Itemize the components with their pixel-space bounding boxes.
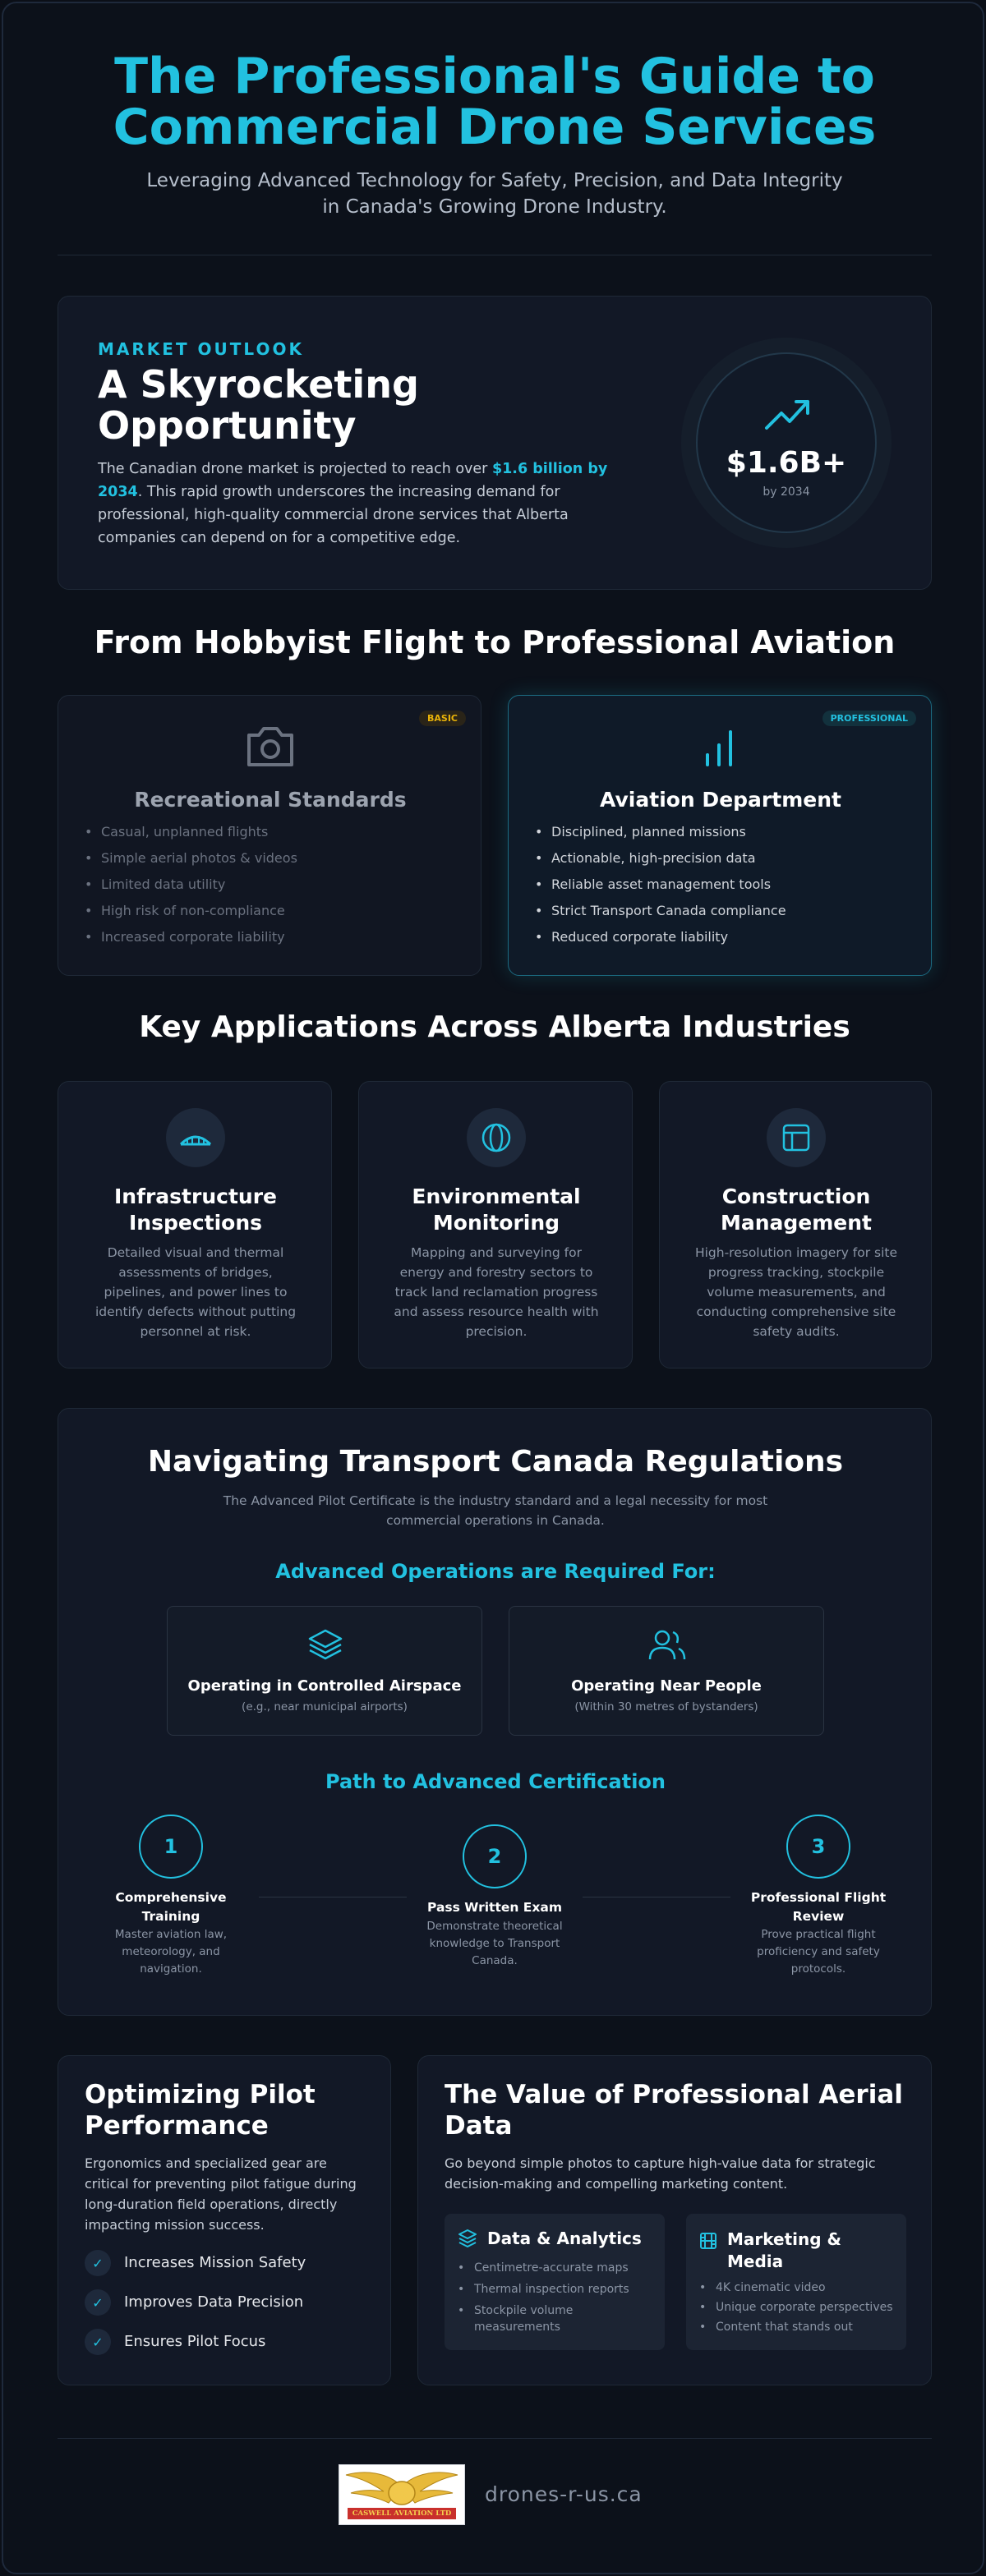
application-title-line: Management: [720, 1211, 873, 1235]
trending-up-icon: [763, 395, 813, 435]
market-stat-circle: [696, 352, 877, 533]
step-title-line: Training: [141, 1909, 200, 1924]
professional-item: • Strict Transport Canada compliance: [530, 903, 786, 919]
step-connector: [583, 1897, 730, 1898]
application-icon-badge: [166, 1108, 225, 1167]
step-description-line: Demonstrate theoretical: [426, 1920, 563, 1933]
step-title: Pass Written Exam: [427, 1900, 562, 1915]
market-body-end: . This rapid growth underscores the increasing demand for professional, high-quality commercial drone services that Alberta companies can depend on for a competitive edge.: [98, 484, 569, 546]
step-connector: [259, 1897, 407, 1898]
marketing-media-item: • Unique corporate perspectives: [694, 2299, 900, 2316]
application-card-construction: [659, 1081, 932, 1368]
layout-icon: [781, 1123, 811, 1152]
application-title-line: Environmental: [412, 1184, 581, 1208]
basic-item: • Limited data utility: [80, 876, 297, 893]
comparison-heading: From Hobbyist Flight to Professional Aviation: [94, 624, 896, 660]
market-heading-line-2: Opportunity: [98, 403, 357, 448]
path-heading: Path to Advanced Certification: [325, 1770, 666, 1793]
marketing-media-item: • Content that stands out: [694, 2319, 900, 2335]
professional-card: [508, 695, 932, 976]
step-description-line: navigation.: [140, 1962, 202, 1976]
step-description-line: meteorology, and: [122, 1945, 220, 1958]
layers-icon: [307, 1628, 343, 1661]
basic-list: [80, 824, 297, 955]
data-analytics-list: [453, 2260, 658, 2340]
layers-icon: [458, 2229, 477, 2248]
market-body-start: The Canadian drone market is projected to reach over: [98, 461, 492, 477]
data-analytics-title: Data & Analytics: [487, 2229, 642, 2248]
subtitle-line-2: in Canada's Growing Drone Industry.: [322, 196, 667, 218]
bar-chart-icon: [701, 727, 740, 770]
market-heading: [98, 364, 419, 446]
step-description-line: protocols.: [790, 1962, 846, 1976]
page-frame: [2, 2, 984, 2574]
application-description: Detailed visual and thermal assessments of bridges, pipelines, and power lines to identify defects without putting personnel at risk.: [94, 1245, 297, 1339]
regulations-subtitle: [58, 1491, 933, 1530]
professional-list: [530, 824, 786, 955]
professional-title: Aviation Department: [600, 788, 841, 812]
requirement-title: Operating in Controlled Airspace: [187, 1677, 462, 1695]
company-logo[interactable]: [339, 2464, 465, 2525]
data-analytics-item: • Centimetre-accurate maps: [453, 2260, 658, 2276]
application-description: Mapping and surveying for energy and forestry sectors to track land reclamation progress and assess resource health with precision.: [394, 1245, 599, 1339]
data-analytics-item: • Thermal inspection reports: [453, 2281, 658, 2298]
users-icon: [647, 1628, 687, 1661]
title-line-2: Commercial Drone Services: [113, 99, 877, 156]
application-title: [359, 1184, 634, 1236]
pilot-body: Ergonomics and specialized gear are critical for preventing pilot fatigue during long-duration field operations, directly impacting mission success.: [85, 2155, 357, 2233]
subtitle-line-1: Leveraging Advanced Technology for Safety, Precision, and Data Integrity: [146, 170, 843, 191]
film-icon: [699, 2232, 717, 2250]
basic-title: Recreational Standards: [134, 788, 407, 812]
applications-heading: Key Applications Across Alberta Industries: [139, 1010, 850, 1044]
value-heading: [445, 2079, 903, 2141]
professional-item: • Reliable asset management tools: [530, 876, 786, 893]
step-number-circle: 2: [463, 1824, 527, 1888]
value-body: Go beyond simple photos to capture high-value data for strategic decision-making and compelling marketing content.: [445, 2155, 876, 2192]
step-description-line: knowledge to Transport: [429, 1937, 560, 1950]
step-title-line: Comprehensive: [115, 1890, 227, 1905]
application-title-line: Infrastructure: [114, 1184, 277, 1208]
page-title: [3, 48, 986, 156]
marketing-media-title-line: Marketing &: [727, 2229, 841, 2249]
required-heading: Advanced Operations are Required For:: [275, 1560, 716, 1583]
market-stat-value: $1.6B+: [726, 446, 847, 480]
check-icon: ✓: [85, 2329, 111, 2355]
step-description-line: Master aviation law,: [114, 1928, 228, 1941]
application-title-line: Construction: [721, 1184, 871, 1208]
application-title: [660, 1184, 933, 1236]
professional-item: • Actionable, high-precision data: [530, 850, 786, 867]
marketing-media-box: [686, 2214, 906, 2350]
application-title-line: Inspections: [128, 1211, 263, 1235]
pilot-heading-line: Optimizing Pilot: [85, 2080, 316, 2109]
regulations-subtitle-line: commercial operations in Canada.: [386, 1513, 605, 1528]
application-icon-badge: [767, 1108, 826, 1167]
basic-badge: BASIC: [419, 711, 466, 726]
value-heading-line: The Value of Professional Aerial: [445, 2080, 903, 2109]
page-subtitle: [3, 168, 986, 220]
step-title-line: Professional Flight: [750, 1890, 887, 1905]
step-description: [97, 1926, 245, 1978]
basic-card: [58, 695, 481, 976]
pilot-heading-line: Performance: [85, 2111, 269, 2141]
application-title-line: Monitoring: [432, 1211, 560, 1235]
step-description-line: Prove practical flight: [761, 1928, 876, 1941]
step-number-circle: 1: [139, 1815, 203, 1879]
professional-badge: PROFESSIONAL: [822, 711, 916, 726]
application-description: High-resolution imagery for site progress tracking, stockpile volume measurements, and conducting comprehensive site safety audits.: [694, 1245, 898, 1339]
camera-icon: [244, 724, 297, 770]
regulations-subtitle-line: The Advanced Pilot Certificate is the industry standard and a legal necessity for most: [223, 1493, 768, 1508]
pilot-heading: [85, 2079, 316, 2141]
data-analytics-item: • Stockpile volume measurements: [453, 2302, 658, 2335]
step-description-line: proficiency and safety: [757, 1945, 880, 1958]
step-number-circle: 3: [786, 1815, 850, 1879]
data-analytics-box: [445, 2214, 665, 2350]
market-stat-caption: by 2034: [763, 485, 810, 499]
market-highlight: $1.6 billion by 2034: [98, 461, 608, 500]
footer-divider: [58, 2438, 932, 2439]
marketing-media-title-line: Media: [727, 2252, 784, 2271]
requirement-title: Operating Near People: [571, 1677, 762, 1695]
logo-text: CASWELL AVIATION LTD: [352, 2509, 452, 2518]
application-icon-badge: [467, 1108, 526, 1167]
basic-item: • High risk of non-compliance: [80, 903, 297, 919]
title-line-1: The Professional's Guide to: [114, 48, 875, 105]
basic-item: • Increased corporate liability: [80, 929, 297, 945]
step-description-line: Canada.: [472, 1954, 518, 1967]
pilot-benefit: Ensures Pilot Focus: [124, 2333, 266, 2350]
website-link[interactable]: drones-r-us.ca: [485, 2482, 643, 2506]
application-title: [58, 1184, 333, 1236]
aerial-data-card: [417, 2055, 932, 2385]
bridge-icon: [179, 1128, 212, 1148]
step-title: [736, 1888, 901, 1926]
regulations-section: [58, 1408, 932, 2016]
check-icon: ✓: [85, 2289, 111, 2316]
market-body: [98, 458, 632, 550]
pilot-benefit: Increases Mission Safety: [124, 2254, 306, 2271]
marketing-media-title: [727, 2229, 841, 2273]
step-description: [736, 1926, 901, 1978]
basic-item: • Casual, unplanned flights: [80, 824, 297, 840]
pilot-benefit: Improves Data Precision: [124, 2293, 304, 2311]
basic-item: • Simple aerial photos & videos: [80, 850, 297, 867]
step-title-line: Review: [792, 1909, 845, 1924]
requirement-card-people: [509, 1606, 824, 1736]
globe-icon: [480, 1121, 513, 1154]
step-description: [412, 1918, 577, 1970]
requirement-note: (Within 30 metres of bystanders): [574, 1700, 758, 1714]
market-outlook-card: [58, 296, 932, 590]
pilot-performance-card: [58, 2055, 391, 2385]
application-card-environmental: [358, 1081, 633, 1368]
market-heading-line-1: A Skyrocketing: [98, 362, 419, 407]
requirement-card-airspace: [167, 1606, 482, 1736]
marketing-media-item: • 4K cinematic video: [694, 2279, 900, 2296]
professional-item: • Reduced corporate liability: [530, 929, 786, 945]
value-heading-line: Data: [445, 2111, 513, 2141]
requirement-note: (e.g., near municipal airports): [242, 1700, 408, 1714]
check-icon: ✓: [85, 2250, 111, 2276]
step-title: [97, 1888, 245, 1926]
regulations-heading: Navigating Transport Canada Regulations: [147, 1445, 844, 1479]
market-eyebrow: MARKET OUTLOOK: [98, 339, 304, 359]
marketing-media-list: [694, 2279, 900, 2339]
professional-item: • Disciplined, planned missions: [530, 824, 786, 840]
application-card-infrastructure: [58, 1081, 332, 1368]
